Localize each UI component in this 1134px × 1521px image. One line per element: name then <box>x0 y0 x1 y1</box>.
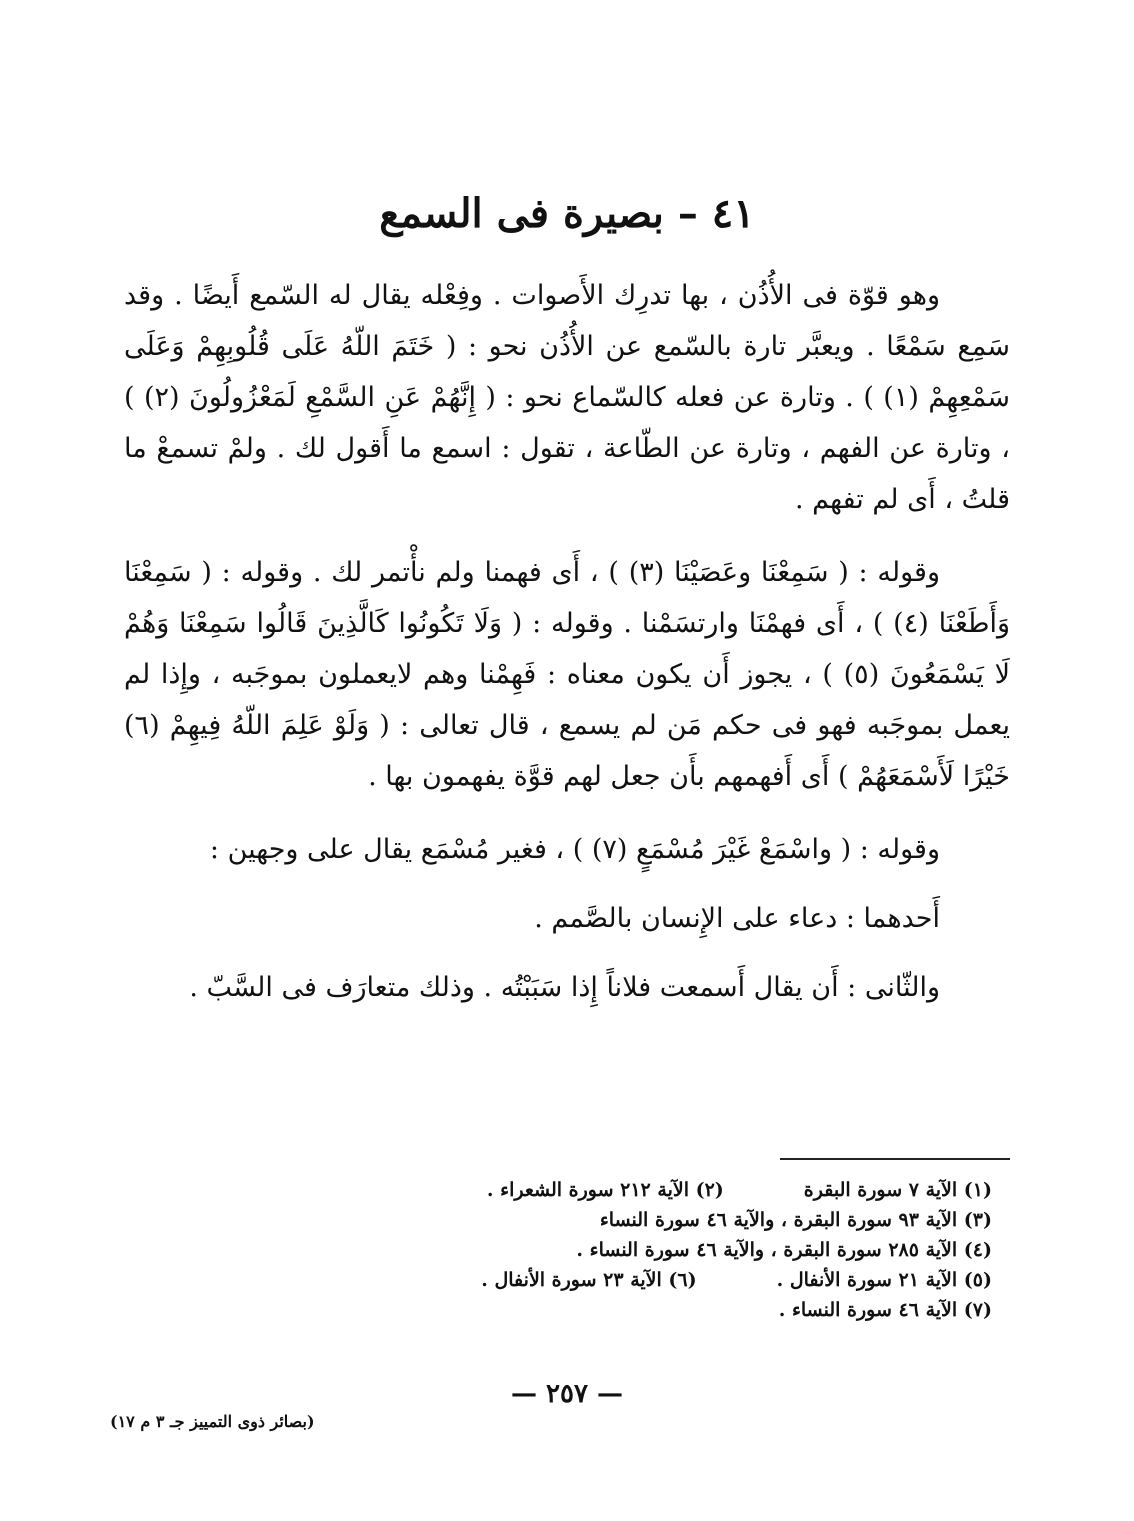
footnote-1: (١) الآية ٧ سورة البقرة <box>803 1179 992 1201</box>
footnote-3: (٣) الآية ٩٣ سورة البقرة ، والآية ٤٦ سورة النساء <box>599 1209 992 1231</box>
footnote-line <box>180 1265 992 1295</box>
footnote-line <box>180 1175 992 1205</box>
body-text <box>124 270 1010 1031</box>
footnote-line <box>180 1295 992 1325</box>
paragraph-5: والثّانى : أَن يقال أَسمعت فلاناً إِذا سَبَبْتُه . وذلك متعارَف فى السَّبّ . <box>189 972 940 1003</box>
footnote-2: (٢) الآية ٢١٢ سورة الشعراء . <box>486 1179 724 1201</box>
page-number: — ٢٥٧ — <box>510 1379 624 1409</box>
footnote-divider <box>780 1158 1010 1160</box>
paragraph-2: وقوله : ( سَمِعْنَا وعَصَيْنَا (٣) ) ، أَى فهمنا ولم نأْتمر لك . وقوله : ( سَمِعْنَا وَأَطَعْنَا (٤) ) ، أَى فهمْنَا وارتسَمْنا . وقوله : ( وَلَا تَكُونُوا كَالَّذِينَ قَالُوا سَمِعْنَا وَهُمْ لَا يَسْمَعُونَ (٥) ) ، يجوز أَن يكون معناه : فَهِمْنا وهم لايعملون بموجَبه ، وإِذا لم يعمل بموجَبه فهو فى حكم مَن لم يسمع ، قال تعالى : ( وَلَوْ عَلِمَ اللّهُ فِيهِمْ (٦) خَيْرًا لَأَسْمَعَهُمْ ) أَى أَفهمهم بأَن جعل لهم قوَّة يفهمون بها . <box>124 557 1011 792</box>
printer-signature: (بصائر ذوى التمييز جـ ٣ م ١٧) <box>110 1412 315 1431</box>
paragraph-3: وقوله : ( واسْمَعْ غَيْرَ مُسْمَعٍ (٧) ) ، فغير مُسْمَع يقال على وجهين : <box>209 834 940 865</box>
footnotes <box>180 1175 992 1325</box>
paragraph-4: أَحدهما : دعاء على الإِنسان بالصَّمم . <box>534 903 940 934</box>
footnote-4: (٤) الآية ٢٨٥ سورة البقرة ، والآية ٤٦ سورة النساء . <box>576 1239 992 1261</box>
footnote-line <box>180 1205 992 1235</box>
paragraph-1: وهو قوّة فى الأُذُن ، بها تدرِك الأَصوات . وفِعْله يقال له السّمع أَيضًا . وقد سَمِع سَمْعًا . ويعبَّر تارة بالسّمع عن الأُذُن نحو : ( خَتَمَ اللّهُ عَلَى قُلُوبِهِمْ وَعَلَى سَمْعِهِمْ (١) ) . وتارة عن فعله كالسّماع نحو : ( إِنَّهُمْ عَنِ السَّمْعِ لَمَعْزُولُونَ (٢) ) ، وتارة عن الفهم ، وتارة عن الطّاعة ، تقول : اسمع ما أَقول لك . ولمْ تسمعْ ما قلتُ ، أَى لم تفهم . <box>124 280 1011 515</box>
footnote-5: (٥) الآية ٢١ سورة الأنفال . <box>776 1269 992 1291</box>
chapter-title: ٤١ – بصيرة فى السمع <box>379 190 755 237</box>
footnote-6: (٦) الآية ٢٣ سورة الأنفال . <box>481 1269 697 1291</box>
footnote-line <box>180 1235 992 1265</box>
footnote-7: (٧) الآية ٤٦ سورة النساء . <box>778 1299 992 1321</box>
